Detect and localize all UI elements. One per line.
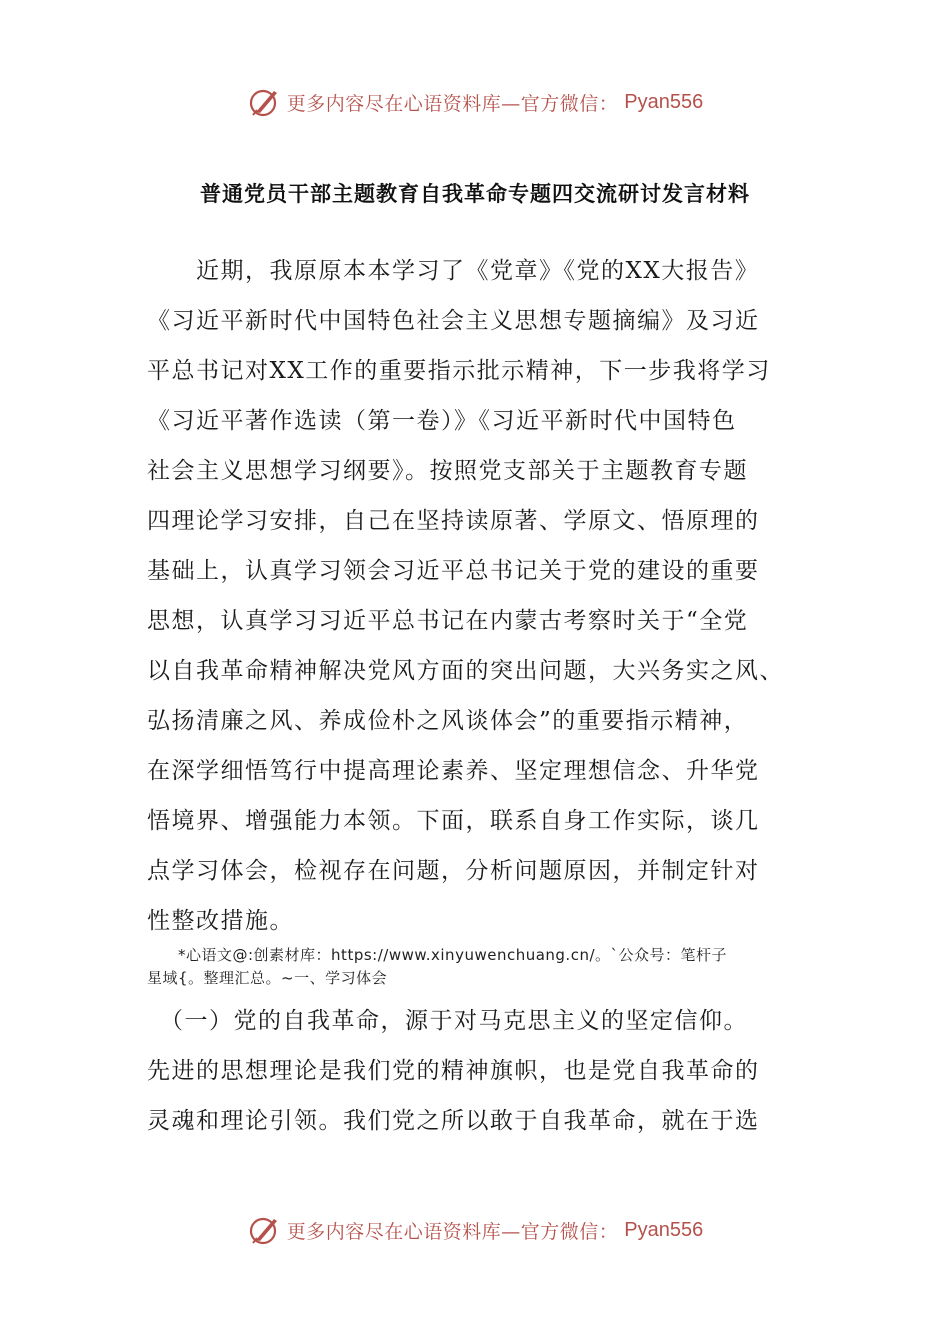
document-title: 普通党员干部主题教育自我革命专题四交流研讨发言材料 [200,181,750,206]
text-line: 《习近平著作选读（第一卷）》《习近平新时代中国特色 [147,408,737,434]
text-line: 性整改措施。 [147,908,294,934]
footer-watermark-banner [0,1208,950,1252]
text-line: 平总书记对XX工作的重要指示批示精神，下一步我将学习 [147,358,771,384]
text-line: 思想，认真学习习近平总书记在内蒙古考察时关于“全党 [147,608,749,634]
text-line: 灵魂和理论引领。我们党之所以敢于自我革命，就在于选 [147,1108,760,1134]
banner-wechat-id: Pyan556 [624,90,704,113]
text-line: 近期，我原原本本学习了《党章》《党的XX大报告》 [147,258,760,284]
paragraph-intro [147,246,807,946]
banner-text: 更多内容尽在心语资料库—官方微信： [286,92,619,115]
note-line: 星域{。整理汇总。~一、学习体会 [147,969,388,987]
text-line: 先进的思想理论是我们党的精神旗帜，也是党自我革命的 [147,1058,760,1084]
text-line: 基础上，认真学习领会习近平总书记关于党的建设的重要 [147,558,760,584]
text-line: 社会主义思想学习纲要》。按照党支部关于主题教育专题 [147,458,748,484]
banner-text: 更多内容尽在心语资料库—官方微信： [286,1220,619,1243]
text-line: 以自我革命精神解决党风方面的突出问题，大兴务实之风、 [147,658,784,684]
text-line: 点学习体会，检视存在问题，分析问题原因，并制定针对 [147,858,760,884]
source-note [147,944,817,990]
quill-pen-logo-icon [247,1213,281,1247]
text-line: 《习近平新时代中国特色社会主义思想专题摘编》及习近 [147,308,760,334]
banner-wechat-id: Pyan556 [624,1218,704,1241]
text-line: （一）党的自我革命，源于对马克思主义的坚定信仰。 [147,1008,748,1034]
text-line: 弘扬清廉之风、养成俭朴之风谈体会”的重要指示精神， [147,708,749,734]
paragraph-section-one [147,996,807,1146]
note-line: *心语文@:创素材库：https://www.xinyuwenchuang.cn/。`公众号：笔杆子 [147,946,728,964]
text-line: 在深学细悟笃行中提高理论素养、坚定理想信念、升华党 [147,758,760,784]
text-line: 悟境界、增强能力本领。下面，联系自身工作实际，谈几 [147,808,760,834]
quill-pen-logo-icon [247,85,281,119]
header-watermark-banner [0,80,950,124]
text-line: 四理论学习安排，自己在坚持读原著、学原文、悟原理的 [147,508,760,534]
